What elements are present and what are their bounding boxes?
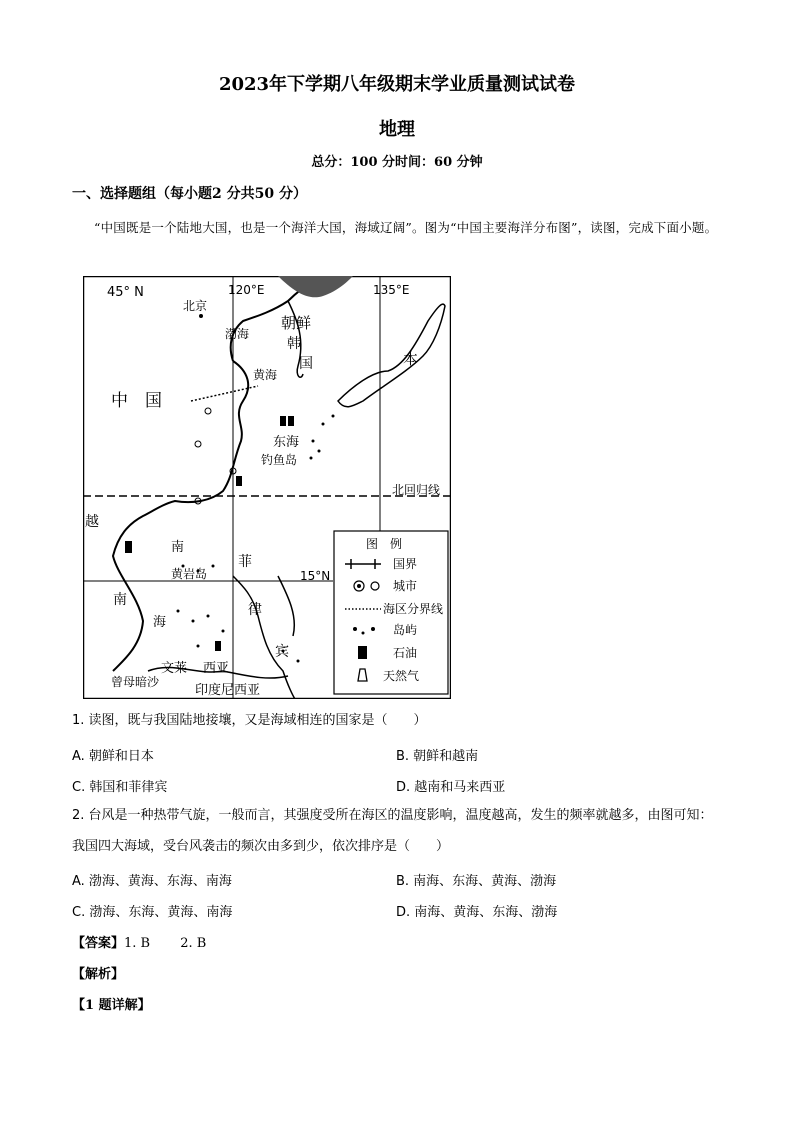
q2-option-d: D. 南海、黄海、东海、渤海 [396, 905, 558, 920]
huangyan-label: 黄岩岛 [171, 567, 208, 581]
question-1-stem: 1. 读图，既与我国陆地接壤，又是海域相连的国家是（ ） [72, 713, 427, 728]
intro-paragraph: “中国既是一个陆地大国，也是一个海洋大国，海域辽阔”。图为“中国主要海洋分布图”，读图，完成下面小题。 [94, 220, 718, 235]
philippines-label-2: 律 [248, 602, 262, 618]
legend-gas: 天然气 [383, 669, 420, 683]
south-sea-label-3: 海 [153, 615, 167, 630]
yellow-sea-label: 黄海 [253, 368, 278, 382]
analysis-label: 【解析】 [72, 967, 125, 982]
lon-135-label: 135°E [373, 283, 410, 297]
beijing-label: 北京 [183, 299, 208, 313]
east-china-sea-label: 东海 [273, 435, 300, 450]
q2-option-b: B. 南海、东海、黄海、渤海 [396, 874, 557, 889]
china-sea-map [83, 276, 451, 699]
legend-city: 城市 [393, 579, 418, 593]
exam-title: 2023年下学期八年级期末学业质量测试试卷 [218, 74, 576, 95]
bohai-label: 渤海 [225, 327, 250, 341]
q2-option-c: C. 渤海、东海、黄海、南海 [72, 905, 233, 920]
brunei-label: 文莱 [161, 661, 188, 676]
q1-option-b: B. 朝鲜和越南 [396, 749, 479, 764]
diaoyu-label: 钓鱼岛 [261, 453, 298, 467]
answer-line [72, 932, 206, 951]
vietnam-label: 越 [85, 514, 99, 530]
legend-island: 岛屿 [393, 623, 418, 637]
indonesia-label: 印度尼西亚 [195, 683, 261, 698]
legend-border: 国界 [393, 557, 418, 571]
philippines-label-1: 菲 [238, 554, 252, 570]
q1-option-a: A. 朝鲜和日本 [72, 749, 154, 764]
south-korea-label-1: 韩 [287, 336, 301, 352]
score-line: 总分：100 分时间：60 分钟 [311, 155, 483, 170]
lat-15-label: 15°N [300, 569, 331, 583]
section-heading: 一、选择题组（每小题2 分共50 分） [72, 186, 307, 202]
tropic-label: 北回归线 [392, 483, 441, 497]
lon-120-label: 120°E [228, 283, 265, 297]
zengmu-label: 曾母暗沙 [111, 675, 160, 689]
legend-oil: 石油 [393, 646, 418, 660]
detail-label: 【1 题详解】 [72, 998, 151, 1013]
lat-45-label: 45° N [107, 285, 144, 300]
north-korea-label: 朝鲜 [281, 314, 312, 332]
answer-label: 【答案】 [72, 936, 125, 951]
china-label: 中 国 [111, 391, 162, 411]
south-sea-label-2: 南 [113, 592, 127, 608]
question-2-stem: 2. 台风是一种热带气旋，一般而言，其强度受所在海区的温度影响，温度越高，发生的频率就越多，由图可知：我国四大海域，受台风袭击的频次由多到少，依次排序是（ ） [72, 808, 713, 854]
legend-title: 图 例 [366, 537, 403, 551]
south-sea-label-1: 南 [171, 540, 185, 555]
q1-option-d: D. 越南和马来西亚 [396, 780, 506, 795]
malaysia-label: 西亚 [203, 661, 230, 676]
q1-option-c: C. 韩国和菲律宾 [72, 780, 168, 795]
south-korea-label-2: 国 [299, 356, 313, 372]
japan-label: 本 [403, 350, 419, 368]
philippines-label-3: 宾 [275, 644, 289, 660]
q2-option-a: A. 渤海、黄海、东海、南海 [72, 874, 232, 889]
legend-sea-boundary: 海区分界线 [383, 602, 444, 616]
subject-title: 地理 [379, 119, 415, 140]
answer-text: 1. B 2. B [124, 936, 207, 951]
